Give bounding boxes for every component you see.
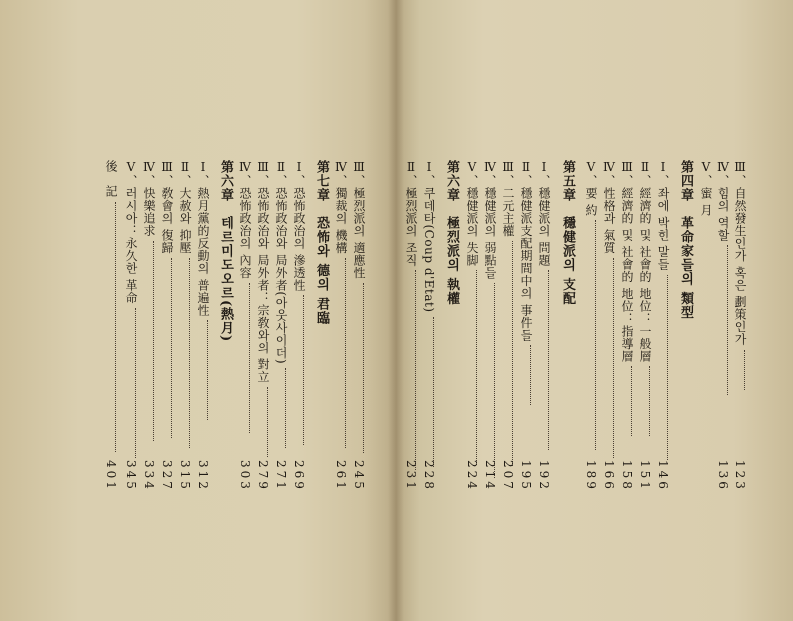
toc-entry [160,160,174,492]
toc-entry [124,160,138,492]
toc-entry [422,160,436,492]
toc-entry-page: 189 [584,460,598,492]
toc-entry-page: 401 [104,460,118,492]
toc-entry-title: Ⅰ、熱月黨的反動의 普遍性 [196,160,210,317]
toc-entry-page: 345 [124,460,138,492]
toc-entry-title: Ⅰ、恐怖政治의 滲透性 [292,160,306,292]
toc-entry [404,160,418,492]
toc-entry-page: 195 [519,460,533,492]
chapter-heading: 第六章 테르미도오르(熱月) [218,160,233,343]
chapter-heading: 第五章 穩健派의 支配 [560,160,575,306]
toc-entry-page: 207 [501,460,515,492]
toc-entry [519,160,533,492]
toc-entry [699,160,713,216]
toc-entry [656,160,670,492]
toc-entry-page: 158 [620,460,634,492]
toc-entry-title: Ⅴ、러시아：永久한 革命 [124,160,138,304]
toc-entry [238,160,252,492]
toc-entry [620,160,634,492]
toc-entry-page: 224 [465,460,479,492]
toc-entry-page: 123 [733,460,747,492]
toc-entry [537,160,551,492]
toc-entry-page: 214 [483,460,497,492]
toc-entry [483,160,497,492]
toc-entry-page: 231 [404,460,418,492]
toc-entry-page: 136 [716,460,730,492]
toc-entry-title: Ⅲ、恐怖政治와 局外者：宗敎와의 對立 [256,160,270,384]
toc-entry-title: Ⅴ、要 約 [584,160,598,217]
toc-entry-page: 146 [656,460,670,492]
toc-entry-title: Ⅰ、穩健派의 問題 [537,160,551,267]
toc-entry [142,160,156,492]
toc-entry-title: Ⅳ、快樂追求 [142,160,156,237]
toc-entry [465,160,479,492]
toc-entry-title: Ⅰ、좌에 박힌 말들 [656,160,670,271]
toc-entry-page: 228 [422,460,436,492]
toc-entry [584,160,598,492]
toc-entry-title: Ⅲ、敎會의 復歸 [160,160,174,254]
toc-entry-page: 303 [238,460,252,492]
toc-entry [334,160,348,492]
book-gutter [388,0,404,621]
toc-entry-title: Ⅱ、穩健派支配期間中의 事件들 [519,160,533,342]
toc-entry [501,160,515,492]
toc-entry-title: Ⅳ、性格과 氣質 [602,160,616,254]
toc-entry-page: 334 [142,460,156,492]
toc-entry-title: Ⅳ、穩健派의 弱點들 [483,160,497,279]
toc-entry-title: Ⅴ、蜜 月 [699,160,713,217]
toc-entry-page: 151 [638,460,652,492]
toc-entry-page: 192 [537,460,551,492]
toc-entry [178,160,192,492]
toc-entry [196,160,210,492]
toc-entry-page: 245 [352,460,366,492]
toc-entry-title: Ⅱ、大赦와 抑壓 [178,160,192,254]
toc-entry-title: Ⅱ、恐怖政治와 局外者(아웃사이더) [274,160,288,365]
toc-entry [602,160,616,492]
toc-entry [352,160,366,492]
toc-entry-page: 269 [292,460,306,492]
chapter-heading: 第七章 恐怖와 德의 君臨 [314,160,329,326]
toc-entry-title: Ⅱ、極烈派의 조직 [404,160,418,267]
toc-entry [733,160,747,492]
toc-entry-page: 327 [160,460,174,492]
toc-entry [104,160,118,492]
toc-entry-title: Ⅲ、二元主權 [501,160,515,237]
toc-entry [716,160,730,492]
toc-entry-page: 279 [256,460,270,492]
toc-entry-title: Ⅳ、힘의 역할 [716,160,730,242]
toc-entry [274,160,288,492]
toc-entry-title: Ⅲ、極烈派의 適應性 [352,160,366,279]
chapter-heading: 第四章 革命家들의 類型 [678,160,693,320]
toc-entry-title: Ⅲ、經濟的 및 社會的 地位：指導層 [620,160,634,363]
toc-entry-page: 312 [196,460,210,492]
toc-entry [638,160,652,492]
toc-entry-title: Ⅳ、獨裁의 機構 [334,160,348,254]
toc-entry-title: Ⅱ、經濟的 및 社會的 地位：一般層 [638,160,652,363]
chapter-heading: 第六章 極烈派의 執權 [444,160,459,306]
toc-entry [256,160,270,492]
toc-entry-title: Ⅲ、自然發生인가 혹은 劃策인가 [733,160,747,346]
toc-entry-title: Ⅴ、穩健派의 失脚 [465,160,479,267]
toc-entry-title: Ⅳ、恐怖政治의 內容 [238,160,252,279]
toc-entry-page: 166 [602,460,616,492]
toc-entry-page: 261 [334,460,348,492]
toc-entry-title: 後 記 [104,160,118,198]
toc-entry-title: Ⅰ、쿠데타(Coup d'Etat) [422,160,436,313]
toc-entry [292,160,306,492]
toc-entry-page: 271 [274,460,288,492]
toc-entry-page: 315 [178,460,192,492]
